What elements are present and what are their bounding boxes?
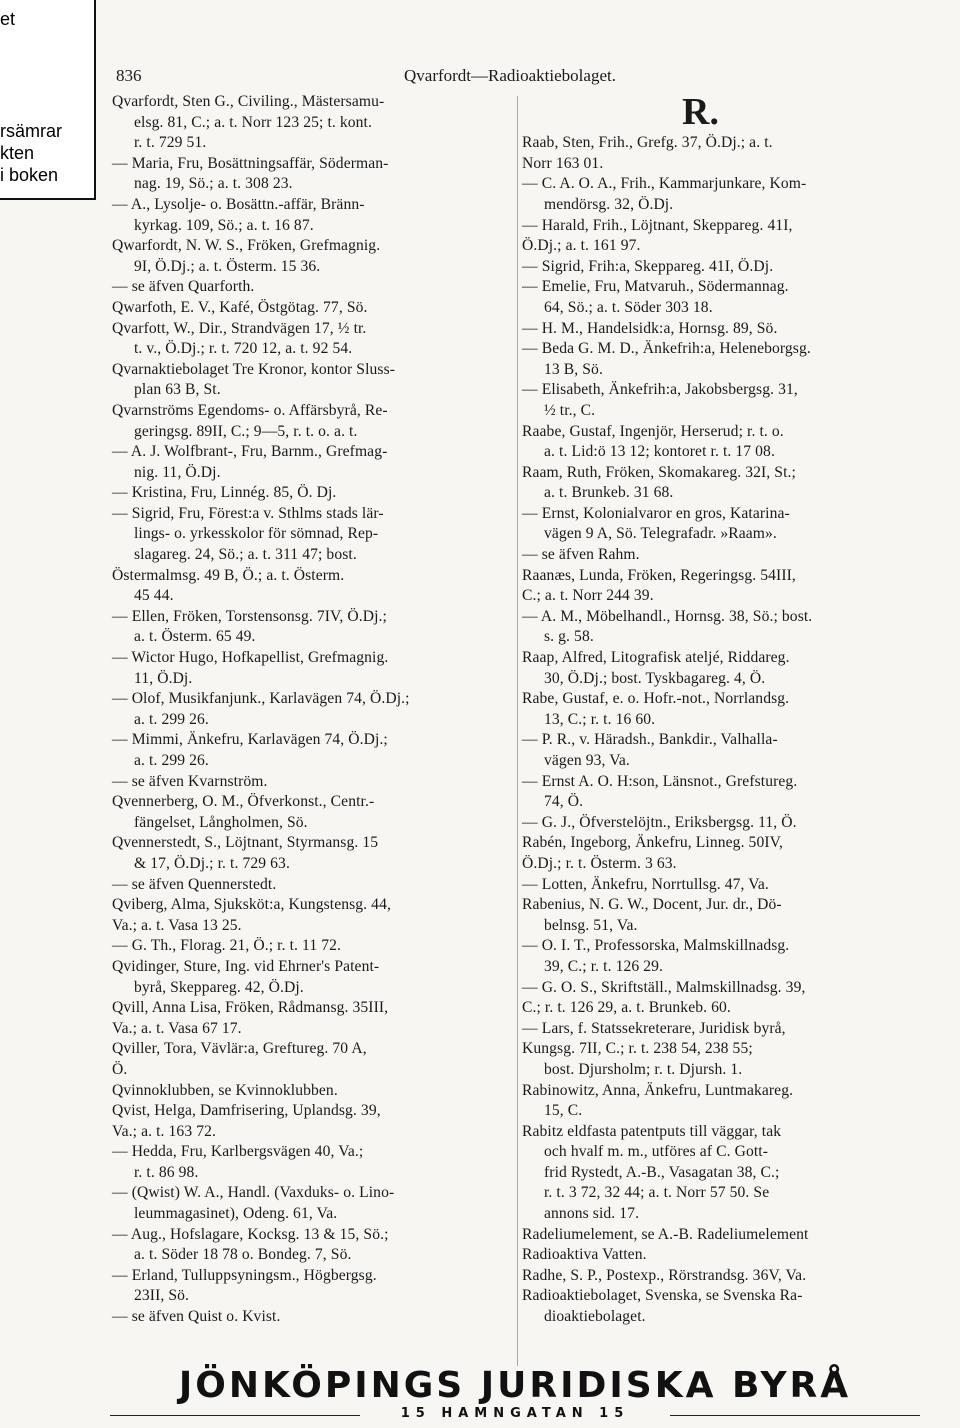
directory-line: — Erland, Tulluppsyningsm., Högbergsg. <box>112 1266 377 1284</box>
directory-line: Qvill, Anna Lisa, Fröken, Rådmansg. 35III, <box>112 999 389 1017</box>
directory-line: Kungsg. 7II, C.; r. t. 238 54, 238 55; <box>522 1040 753 1058</box>
directory-line: — A. M., Möbelhandl., Hornsg. 38, Sö.; bost. <box>522 607 813 625</box>
directory-line: belnsg. 51, Va. <box>544 916 638 934</box>
ad-address: 15 HAMNGATAN 15 <box>400 1406 630 1421</box>
directory-line: elsg. 81, C.; a. t. Norr 123 25; t. kont. <box>134 113 372 131</box>
directory-line: fängelset, Långholmen, Sö. <box>134 813 308 831</box>
directory-line: t. v., Ö.Dj.; r. t. 720 12, a. t. 92 54. <box>134 340 353 358</box>
directory-line: Rabén, Ingeborg, Änkefru, Linneg. 50IV, <box>522 834 783 852</box>
directory-line: — O. I. T., Professorska, Malmskillnadsg. <box>522 937 790 955</box>
directory-line: — se äfven Kvarnström. <box>112 772 268 790</box>
directory-line <box>522 92 927 113</box>
directory-line: — Aug., Hofslagare, Kocksg. 13 & 15, Sö.; <box>112 1225 389 1243</box>
directory-line: bost. Djursholm; r. t. Djursh. 1. <box>544 1060 743 1078</box>
directory-line: annons sid. 17. <box>544 1205 640 1223</box>
ad-name: JÖNKÖPINGS JURIDISKA BYRÅ <box>178 1365 852 1406</box>
directory-line: Raanæs, Lunda, Fröken, Regeringsg. 54III, <box>522 566 796 584</box>
directory-line: a. t. Brunkeb. 31 68. <box>544 484 674 502</box>
directory-line: Raabe, Gustaf, Ingenjör, Herserud; r. t. o. <box>522 422 784 440</box>
directory-line: Rabitz eldfasta patentputs till väggar, tak <box>522 1122 782 1140</box>
directory-line: — Kristina, Fru, Linnég. 85, Ö. Dj. <box>112 484 337 502</box>
directory-line: Qvarfott, W., Dir., Strandvägen 17, ½ tr. <box>112 319 367 337</box>
directory-line: — Maria, Fru, Bosättningsaffär, Söderman- <box>112 154 389 172</box>
directory-line: 30, Ö.Dj.; bost. Tyskbagareg. 4, Ö. <box>544 669 766 687</box>
directory-line <box>522 113 927 134</box>
directory-line: Va.; a. t. Vasa 13 25. <box>112 916 242 934</box>
directory-line: 15, C. <box>544 1102 583 1120</box>
directory-line: — Sigrid, Frih:a, Skeppareg. 41I, Ö.Dj. <box>522 257 774 275</box>
directory-line: 23II, Sö. <box>134 1287 190 1305</box>
directory-line: a. t. Lid:ö 13 12; kontoret r. t. 17 08. <box>544 443 775 461</box>
directory-line: 13, C.; r. t. 16 60. <box>544 710 656 728</box>
directory-line: Radioaktiebolaget, Svenska, se Svenska Ra- <box>522 1287 803 1305</box>
page-title: Qvarfordt—Radioaktiebolaget. <box>404 66 616 85</box>
directory-line: — Lars, f. Statssekreterare, Juridisk byrå, <box>522 1019 786 1037</box>
directory-line: Rabe, Gustaf, e. o. Hofr.-not., Norrlandsg. <box>522 690 790 708</box>
directory-line: mendörsg. 32, Ö.Dj. <box>544 195 674 213</box>
directory-line: kyrkag. 109, Sö.; a. t. 16 87. <box>134 216 314 234</box>
ad-rule-right <box>670 1415 920 1416</box>
directory-line: — A. J. Wolfbrant-, Fru, Barnm., Grefmag- <box>112 443 388 461</box>
directory-line: — G. O. S., Skriftställ., Malmskillnadsg. 39, <box>522 978 806 996</box>
advertisement <box>110 1366 920 1426</box>
overlay-line-3: kten <box>0 143 35 163</box>
directory-line: — se äfven Quennerstedt. <box>112 875 277 893</box>
directory-line: Va.; a. t. Vasa 67 17. <box>112 1019 242 1037</box>
directory-line: Östermalmsg. 49 B, Ö.; a. t. Österm. <box>112 566 345 584</box>
directory-line: — se äfven Rahm. <box>522 546 640 564</box>
directory-line: r. t. 86 98. <box>134 1163 199 1181</box>
section-letter: R. <box>682 91 719 133</box>
directory-line: Qvennerberg, O. M., Öfverkonst., Centr.- <box>112 793 375 811</box>
directory-line: leummagasinet), Odeng. 61, Va. <box>134 1205 338 1223</box>
directory-line: Va.; a. t. 163 72. <box>112 1122 217 1140</box>
directory-line: Raab, Sten, Frih., Grefg. 37, Ö.Dj.; a. t. <box>522 134 773 152</box>
directory-line: 13 B, Sö. <box>544 360 603 378</box>
directory-line: byrå, Skeppareg. 42, Ö.Dj. <box>134 978 304 996</box>
directory-line: — Ernst, Kolonialvaror en gros, Katarina- <box>522 504 790 522</box>
directory-line: Qwarfoth, E. V., Kafé, Östgötag. 77, Sö. <box>112 298 368 316</box>
directory-line: geringsg. 89II, C.; 9—5, r. t. o. a. t. <box>134 422 358 440</box>
overlay-line-2: rsämrar <box>0 121 62 141</box>
directory-line: 64, Sö.; a. t. Söder 303 18. <box>544 298 713 316</box>
directory-line: Qvist, Helga, Damfrisering, Uplandsg. 39, <box>112 1102 381 1120</box>
directory-line: slagareg. 24, Sö.; a. t. 311 47; bost. <box>134 546 357 564</box>
column-divider <box>517 96 518 1366</box>
directory-line: — Harald, Frih., Löjtnant, Skeppareg. 41I, <box>522 216 793 234</box>
directory-line: Qviller, Tora, Vävlär:a, Greftureg. 70 A, <box>112 1040 367 1058</box>
directory-line: Qvennerstedt, S., Löjtnant, Styrmansg. 15 <box>112 834 379 852</box>
directory-line: — G. J., Öfverstelöjtn., Eriksbergsg. 11, Ö. <box>522 813 797 831</box>
directory-line: a. t. Söder 18 78 o. Bondeg. 7, Sö. <box>134 1246 352 1264</box>
directory-line: — se äfven Quarforth. <box>112 278 255 296</box>
directory-line: & 17, Ö.Dj.; r. t. 729 63. <box>134 854 290 872</box>
overlay-caption <box>0 0 96 200</box>
directory-line: 74, Ö. <box>544 793 584 811</box>
directory-line: Ö.Dj.; a. t. 161 97. <box>522 237 641 255</box>
directory-line: — P. R., v. Häradsh., Bankdir., Valhalla- <box>522 731 778 749</box>
directory-line: — H. M., Handelsidk:a, Hornsg. 89, Sö. <box>522 319 778 337</box>
directory-line: — (Qwist) W. A., Handl. (Vaxduks- o. Lino- <box>112 1184 395 1202</box>
directory-line: nag. 19, Sö.; a. t. 308 23. <box>134 175 293 193</box>
directory-line: — Sigrid, Fru, Förest:a v. Sthlms stads lär- <box>112 504 384 522</box>
directory-line: s. g. 58. <box>544 628 594 646</box>
directory-line: frid Rystedt, A.-B., Vasagatan 38, C.; <box>544 1163 780 1181</box>
directory-line: — Wictor Hugo, Hofkapellist, Grefmagnig. <box>112 649 389 667</box>
directory-line: — Olof, Musikfanjunk., Karlavägen 74, Ö.Dj.; <box>112 690 410 708</box>
directory-line: Radioaktiva Vatten. <box>522 1246 647 1264</box>
directory-line: Qwarfordt, N. W. S., Fröken, Grefmagnig. <box>112 237 381 255</box>
directory-line: 45 44. <box>134 587 174 605</box>
left-column <box>112 92 512 1328</box>
directory-line: Qvarnströms Egendoms- o. Affärsbyrå, Re- <box>112 401 388 419</box>
right-column <box>522 92 927 1328</box>
page-number: 836 <box>116 66 142 85</box>
directory-line: C.; r. t. 126 29, a. t. Brunkeb. 60. <box>522 999 731 1017</box>
directory-line: dioaktiebolaget. <box>544 1308 646 1326</box>
directory-line: — Ernst A. O. H:son, Länsnot., Grefstureg. <box>522 772 798 790</box>
directory-line: a. t. 299 26. <box>134 752 209 769</box>
directory-line: C.; a. t. Norr 244 39. <box>522 587 654 605</box>
directory-line: vägen 93, Va. <box>544 752 630 769</box>
overlay-line-4: i boken <box>0 165 59 185</box>
directory-line: — Emelie, Fru, Matvaruh., Södermannag. <box>522 278 789 296</box>
directory-line: Raap, Alfred, Litografisk ateljé, Riddareg. <box>522 649 790 667</box>
directory-line: Qvarfordt, Sten G., Civiling., Mästersamu- <box>112 93 385 110</box>
directory-line: — Lotten, Änkefru, Norrtullsg. 47, Va. <box>522 875 769 893</box>
directory-line: — A., Lysolje- o. Bosättn.-affär, Bränn- <box>112 195 365 213</box>
directory-line: och hvalf m. m., utföres af C. Gott- <box>544 1143 769 1161</box>
directory-line: — C. A. O. A., Frih., Kammarjunkare, Kom- <box>522 175 807 193</box>
running-head <box>116 66 916 88</box>
directory-line: Qvinnoklubben, se Kvinnoklubben. <box>112 1081 338 1099</box>
directory-line: r. t. 729 51. <box>134 134 207 152</box>
directory-line: Radhe, S. P., Postexp., Rörstrandsg. 36V, Va. <box>522 1266 807 1284</box>
directory-line: 39, C.; r. t. 126 29. <box>544 957 664 975</box>
directory-line: — se äfven Quist o. Kvist. <box>112 1308 281 1326</box>
directory-line: a. t. Österm. 65 49. <box>134 628 256 646</box>
directory-line: 9I, Ö.Dj.; a. t. Österm. 15 36. <box>134 257 321 275</box>
directory-line: vägen 9 A, Sö. Telegrafadr. »Raam». <box>544 525 777 543</box>
overlay-line-1: et <box>0 9 16 29</box>
directory-line: Rabinowitz, Anna, Änkefru, Luntmakareg. <box>522 1081 794 1099</box>
directory-line: 11, Ö.Dj. <box>134 669 193 687</box>
directory-line: Ö.Dj.; r. t. Österm. 3 63. <box>522 854 677 872</box>
directory-line: — Elisabeth, Änkefrih:a, Jakobsbergsg. 31, <box>522 381 798 399</box>
directory-line: Qvarnaktiebolaget Tre Kronor, kontor Sluss- <box>112 360 396 378</box>
directory-line: Ö. <box>112 1060 128 1078</box>
directory-line: — Mimmi, Änkefru, Karlavägen 74, Ö.Dj.; <box>112 731 388 749</box>
directory-line: Qviberg, Alma, Sjuksköt:a, Kungstensg. 44, <box>112 896 391 914</box>
directory-line: a. t. 299 26. <box>134 710 209 728</box>
directory-line: — Hedda, Fru, Karlbergsvägen 40, Va.; <box>112 1143 364 1161</box>
directory-line: lings- o. yrkesskolor för sömnad, Rep- <box>134 525 379 543</box>
directory-line: Rabenius, N. G. W., Docent, Jur. dr., Dö- <box>522 896 782 914</box>
directory-line: Qvidinger, Sture, Ing. vid Ehrner's Patent- <box>112 957 380 975</box>
directory-line: ½ tr., C. <box>544 401 596 419</box>
directory-line: — Ellen, Fröken, Torstensonsg. 7IV, Ö.Dj.; <box>112 607 387 625</box>
directory-line: plan 63 B, St. <box>134 381 221 399</box>
directory-line: — G. Th., Florag. 21, Ö.; r. t. 11 72. <box>112 937 342 955</box>
directory-line: Raam, Ruth, Fröken, Skomakareg. 32I, St.; <box>522 463 796 481</box>
directory-line: Norr 163 01. <box>522 154 604 172</box>
directory-line: Radeliumelement, se A.-B. Radeliumelement <box>522 1225 809 1243</box>
directory-line: nig. 11, Ö.Dj. <box>134 463 221 481</box>
directory-line: r. t. 3 72, 32 44; a. t. Norr 57 50. Se <box>544 1184 770 1202</box>
directory-line: — Beda G. M. D., Änkefrih:a, Heleneborgsg. <box>522 340 811 358</box>
